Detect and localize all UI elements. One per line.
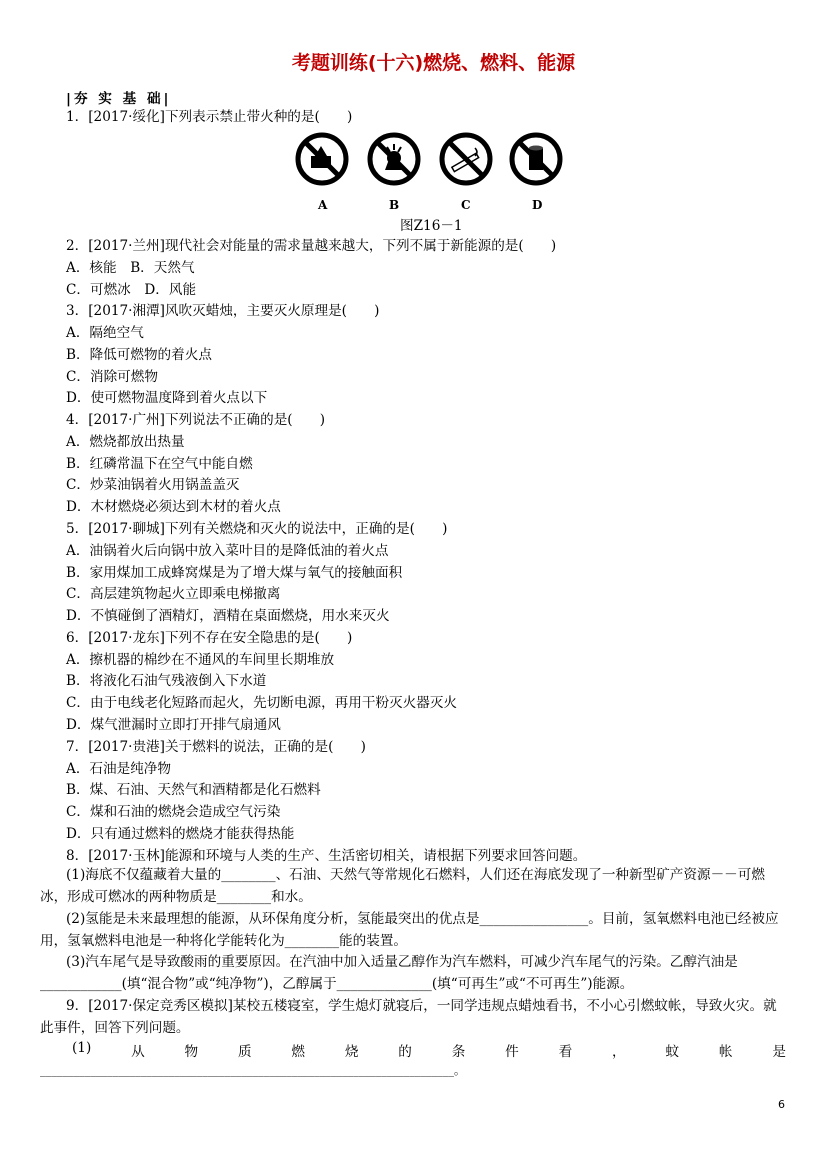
question-6-option: A．擦机器的棉纱在不通风的车间里长期堆放 <box>66 652 335 668</box>
question-3-option: A．隔绝空气 <box>66 325 144 341</box>
question-5-option: C．高层建筑物起火立即乘电梯撤离 <box>66 586 281 602</box>
question-9-word: 燃 <box>291 1044 306 1060</box>
question-9-word: 看 <box>558 1044 573 1060</box>
prohibition-signs-figure <box>295 132 565 188</box>
question-7-option: B．煤、石油、天然气和酒精都是化石燃料 <box>66 782 321 798</box>
question-8-part-1: (1)海底不仅蕴藏着大量的________、石油、天然气等常规化石燃料，人们还在海底发现了一种新型矿产资源－－可燃冰，形成可燃冰的两种物质是________和水。 <box>40 867 765 905</box>
question-9-part-1 <box>40 1040 786 1060</box>
question-3-option: B．降低可燃物的着火点 <box>66 347 212 363</box>
question-9-word: ， <box>612 1044 626 1060</box>
question-3-stem: 3．[2017·湘潭]风吹灭蜡烛，主要灭火原理是( ) <box>66 303 380 319</box>
question-9-word: 物 <box>184 1044 199 1060</box>
question-9-word: 件 <box>505 1044 519 1060</box>
question-6-option: B．将液化石油气残液倒入下水道 <box>66 673 267 689</box>
question-4-option: B．红磷常温下在空气中能自燃 <box>66 456 253 472</box>
question-2-option: C．可燃冰 D．风能 <box>66 282 197 298</box>
no-fireworks-sign-icon <box>367 132 421 186</box>
no-fire-source-sign-icon <box>509 132 563 186</box>
question-8-part-3: (3)汽车尾气是导致酸雨的重要原因。在汽油中加入适量乙醇作为汽车燃料，可减少汽车尾气的污染。乙醇汽油是____________(填“混合物”或“纯净物”)，乙醇属于______________(填“可再生”或“不可再生”)能源。 <box>40 954 738 992</box>
sign-label-b: B <box>389 198 400 212</box>
question-7-option: A．石油是纯净物 <box>66 761 171 777</box>
question-4-option: C．炒菜油锅着火用锅盖盖灭 <box>66 477 240 493</box>
sign-label-a: A <box>318 198 328 212</box>
question-7-option: D．只有通过燃料的燃烧才能获得热能 <box>66 826 295 842</box>
question-9-word: 烧 <box>344 1044 359 1060</box>
question-4-option: A．燃烧都放出热量 <box>66 434 185 450</box>
question-9-word: 的 <box>398 1044 412 1060</box>
question-5-option: B．家用煤加工成蜂窝煤是为了增大煤与氧气的接触面积 <box>66 565 403 581</box>
question-6-option: C．由于电线老化短路而起火，先切断电源，再用干粉灭火器灭火 <box>66 695 458 711</box>
question-6-option: D．煤气泄漏时立即打开排气扇通风 <box>66 717 281 733</box>
question-8-part-2: (2)氢能是未来最理想的能源，从环保角度分析，氢能最突出的优点是________________。目前，氢氧燃料电池已经被应用，氢氧燃料电池是一种将化学能转化为________能的装置。 <box>40 911 779 949</box>
page-number: 6 <box>778 1098 785 1111</box>
question-9-word: (1) <box>72 1040 92 1056</box>
question-6-stem: 6．[2017·龙东]下列不存在安全隐患的是( ) <box>66 630 353 646</box>
question-9-word: 质 <box>237 1044 252 1060</box>
question-5-stem: 5．[2017·聊城]下列有关燃烧和灭火的说法中，正确的是( ) <box>66 521 448 537</box>
question-1-stem: 1．[2017·绥化]下列表示禁止带火种的是( ) <box>66 109 353 125</box>
question-7-option: C．煤和石油的燃烧会造成空气污染 <box>66 804 281 820</box>
no-fire-sign-icon <box>295 132 349 186</box>
question-4-stem: 4．[2017·广州]下列说法不正确的是( ) <box>66 412 326 428</box>
question-5-option: D．不慎碰倒了酒精灯，酒精在桌面燃烧，用水来灭火 <box>66 608 390 624</box>
question-9-word: 条 <box>451 1044 466 1060</box>
question-8-stem: 8．[2017·玉林]能源和环境与人类的生产、生活密切相关，请根据下列要求回答问题。 <box>66 848 587 864</box>
figure-caption: 图Z16－1 <box>400 218 463 234</box>
question-5-option: A．油锅着火后向锅中放入菜叶目的是降低油的着火点 <box>66 543 389 559</box>
question-9-word: 帐 <box>718 1044 733 1060</box>
question-9-answer-blank: __________________________________________________________________________。 <box>40 1064 466 1077</box>
question-2-stem: 2．[2017·兰州]现代社会对能量的需求量越来越大，下列不属于新能源的是( ) <box>66 238 557 254</box>
no-smoking-sign-icon <box>439 132 493 186</box>
question-9-word: 从 <box>131 1044 145 1060</box>
question-7-stem: 7．[2017·贵港]关于燃料的说法，正确的是( ) <box>66 739 366 755</box>
question-2-option: A．核能 B．天然气 <box>66 260 195 276</box>
question-9-word: 是 <box>772 1044 786 1060</box>
question-9-stem: 9．[2017·保定竞秀区模拟]某校五楼寝室，学生熄灯就寝后，一同学违规点蜡烛看书，不小心引燃蚊帐，导致火灾。就此事件，回答下列问题。 <box>40 998 777 1036</box>
sign-label-c: C <box>461 198 471 212</box>
page-title: 考题训练(十六)燃烧、燃料、能源 <box>291 52 576 74</box>
question-3-option: C．消除可燃物 <box>66 369 158 385</box>
section-heading: |夯 实 基 础| <box>66 91 172 107</box>
question-9-word: 蚊 <box>665 1044 680 1060</box>
question-4-option: D．木材燃烧必须达到木材的着火点 <box>66 499 281 515</box>
sign-label-d: D <box>532 198 543 212</box>
question-3-option: D．使可燃物温度降到着火点以下 <box>66 390 268 406</box>
